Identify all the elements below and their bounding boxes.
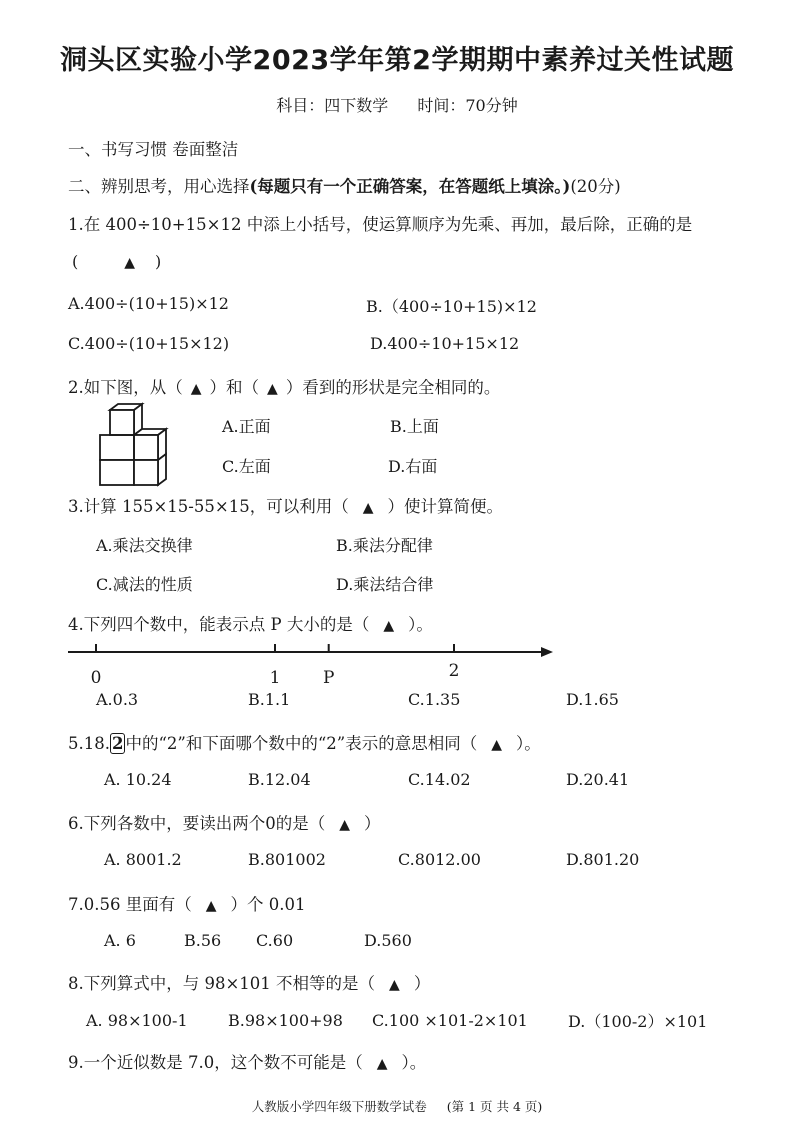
q2-option-b: B.上面 [390,417,439,436]
question-8-text: 8.下列算式中，与 98×101 不相等的是（ ▲ ） [68,974,431,993]
number-line [0,630,794,690]
q2-option-d: D.右面 [388,457,438,476]
section-2-score: (20分) [570,177,621,196]
q3-option-b: B.乘法分配律 [336,536,433,555]
q8-option-d: D.（100-2）×101 [568,1012,708,1031]
q1-option-a: A.400÷(10+15)×12 [68,294,229,313]
question-1-text: 1.在 400÷10+15×12 中添上小括号，使运算顺序为先乘、再加，最后除，正确的是 [68,215,693,234]
q6-option-d: D.801.20 [566,850,640,869]
q3-option-c: C.减法的性质 [96,575,193,594]
question-2-text: 2.如下图，从（ ▲ ）和（ ▲ ）看到的形状是完全相同的。 [68,378,501,397]
question-9-text: 9.一个近似数是 7.0，这个数不可能是（ ▲ ）。 [68,1053,427,1072]
q4-option-d: D.1.65 [566,690,619,709]
q5-option-c: C.14.02 [408,770,471,789]
q8-option-a: A. 98×100-1 [86,1011,188,1030]
q5-option-d: D.20.41 [566,770,630,789]
answer-mark-icon: ▲ [205,898,217,914]
q1-option-b: B.（400÷10+15)×12 [366,297,537,316]
section-2-label: 二、辨别思考，用心选择 [68,177,250,196]
q7-option-d: D.560 [364,931,412,950]
answer-mark-icon: ▲ [491,737,502,753]
q1-option-d: D.400÷10+15×12 [370,334,520,353]
page-number: (第 1 页 共 4 页) [446,1099,543,1114]
tick-label: P [322,668,335,688]
question-7-text: 7.0.56 里面有（ ▲ ）个 0.01 [68,895,306,914]
tick-label: 0 [90,668,102,688]
q5-option-a: A. 10.24 [104,770,172,789]
q7-option-b: B.56 [184,931,222,950]
q8-option-b: B.98×100+98 [228,1011,343,1030]
section-2-note: (每题只有一个正确答案，在答题纸上填涂。) [249,177,571,196]
blank-open: ( [72,252,79,271]
time-label: 时间：70分钟 [417,96,518,115]
arrow-right-icon [541,647,553,657]
question-6-text: 6.下列各数中，要读出两个0的是（ ▲ ） [68,814,381,833]
q8-option-c: C.100 ×101-2×101 [372,1011,528,1030]
q3-option-a: A.乘法交换律 [96,536,193,555]
q1-option-c: C.400÷(10+15×12) [68,334,230,353]
answer-mark-icon: ▲ [339,817,351,833]
q6-option-b: B.801002 [248,850,326,869]
tick-label: 2 [448,661,460,681]
answer-mark-icon: ▲ [190,381,202,397]
q6-option-c: C.8012.00 [398,850,481,869]
cube-stack-figure [98,402,170,488]
q7-option-c: C.60 [256,931,294,950]
question-1-blank [72,252,161,271]
answer-mark-icon: ▲ [267,381,278,397]
answer-mark-icon: ▲ [362,500,374,516]
q3-option-d: D.乘法结合律 [336,575,434,594]
tick-label: 1 [269,668,281,688]
blank-close: ) [155,252,162,271]
q6-option-a: A. 8001.2 [104,850,182,869]
q4-option-b: B.1.1 [248,690,291,709]
answer-mark-icon: ▲ [389,977,400,993]
question-4-text: 4.下列四个数中，能表示点 P 大小的是（ ▲ ）。 [68,615,433,634]
footer-book-label: 人教版小学四年级下册数学试卷 [251,1099,427,1114]
q4-option-a: A.0.3 [96,690,139,709]
highlighted-digit: 2 [111,734,124,753]
exam-title: 洞头区实验小学2023学年第2学期期中素养过关性试题 [60,45,734,76]
answer-mark-icon: ▲ [383,618,395,634]
answer-mark-icon: ▲ [124,255,136,271]
subject-label: 科目：四下数学 [276,96,389,115]
q7-option-a: A. 6 [104,931,136,950]
page-footer [0,1097,794,1115]
section-1-heading: 一、书写习惯 卷面整洁 [68,140,239,159]
exam-subtitle [0,93,794,116]
section-2-heading [68,173,621,197]
question-5-text: 5.18. 2 中的“2”和下面哪个数中的“2”表示的意思相同（ ▲ ）。 [68,734,541,753]
question-3-text: 3.计算 155×15-55×15，可以利用（ ▲ ）使计算简便。 [68,497,503,516]
q5-option-b: B.12.04 [248,770,311,789]
q2-option-a: A.正面 [222,417,271,436]
q4-option-c: C.1.35 [408,690,461,709]
q2-option-c: C.左面 [222,457,271,476]
answer-mark-icon: ▲ [376,1056,388,1072]
